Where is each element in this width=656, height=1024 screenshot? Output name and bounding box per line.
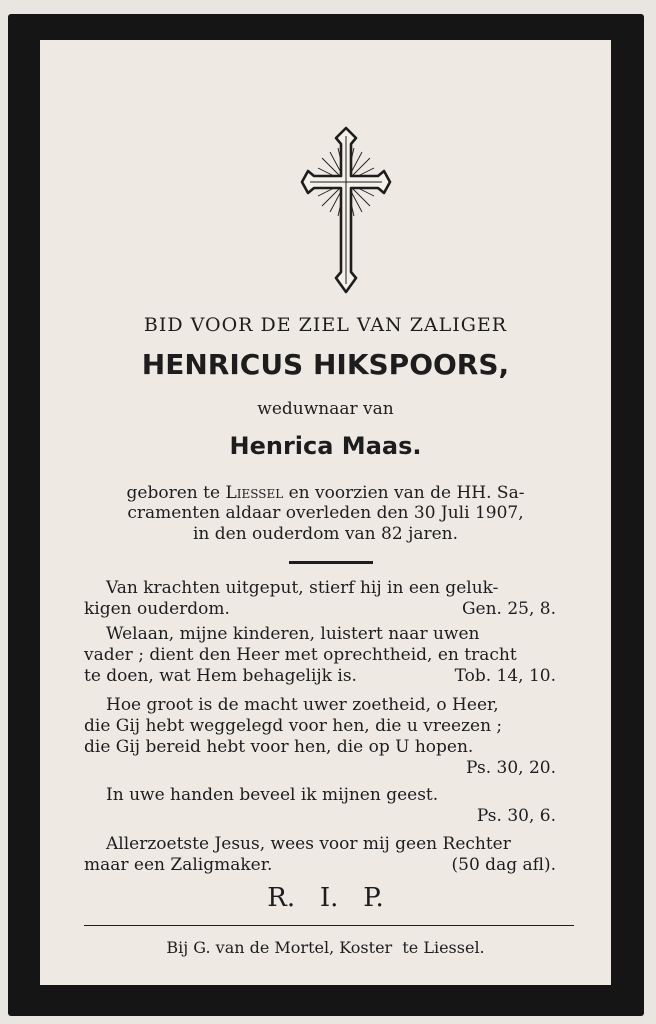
verse-5-line-1: Allerzoetste Jesus, wees voor mij geen Rechter	[106, 834, 511, 854]
verse-1-line-1: Van krachten uitgeput, stierf hij in een geluk-	[106, 578, 499, 598]
verse-5-line-2: maar een Zaligmaker.	[84, 855, 273, 875]
verse-3-reference: Ps. 30, 20.	[466, 758, 556, 778]
birth-line-3: in den ouderdom van 82 jaren.	[192, 524, 459, 544]
relation-text: weduwnaar van	[257, 399, 394, 419]
card-paper	[40, 40, 611, 985]
verse-2-line-1: Welaan, mijne kinderen, luistert naar uwen	[106, 624, 480, 644]
verse-4-line-1: In uwe handen beveel ik mijnen geest.	[106, 785, 439, 805]
verse-3-line-1: Hoe groot is de macht uwer zoetheid, o Heer,	[106, 695, 499, 715]
memorial-card	[8, 14, 644, 1016]
spouse-name: Henrica Maas.	[229, 432, 422, 460]
printer-credit: Bij G. van de Mortel, Koster te Liessel.	[166, 938, 485, 957]
verse-1-reference: Gen. 25, 8.	[461, 599, 556, 619]
deceased-name: HENRICUS HIKSPOORS,	[141, 348, 510, 381]
birth-line-2: cramenten aldaar overleden den 30 Juli 1907,	[127, 503, 524, 523]
footer-rule	[84, 925, 574, 926]
rip-text: R. I. P.	[267, 883, 384, 913]
verse-2-reference: Tob. 14, 10.	[454, 666, 556, 686]
cross-icon	[300, 126, 392, 296]
verse-2-line-2: vader ; dient den Heer met oprechtheid, en tracht	[84, 645, 517, 665]
verse-2-line-3: te doen, wat Hem behagelijk is.	[84, 666, 357, 686]
prayer-header: BID VOOR DE ZIEL VAN ZALIGER	[143, 314, 508, 336]
verse-3-line-2: die Gij hebt weggelegd voor hen, die u vreezen ;	[84, 716, 503, 736]
verse-4-reference: Ps. 30, 6.	[476, 806, 556, 826]
verse-1-line-2: kigen ouderdom.	[84, 599, 230, 619]
verse-5-reference: (50 dag afl).	[451, 855, 556, 875]
verse-3-line-3: die Gij bereid hebt voor hen, die op U hopen.	[84, 737, 474, 757]
birth-line-1: geboren te Liessel en voorzien van de HH. Sa-	[126, 483, 525, 503]
section-divider	[289, 561, 373, 564]
